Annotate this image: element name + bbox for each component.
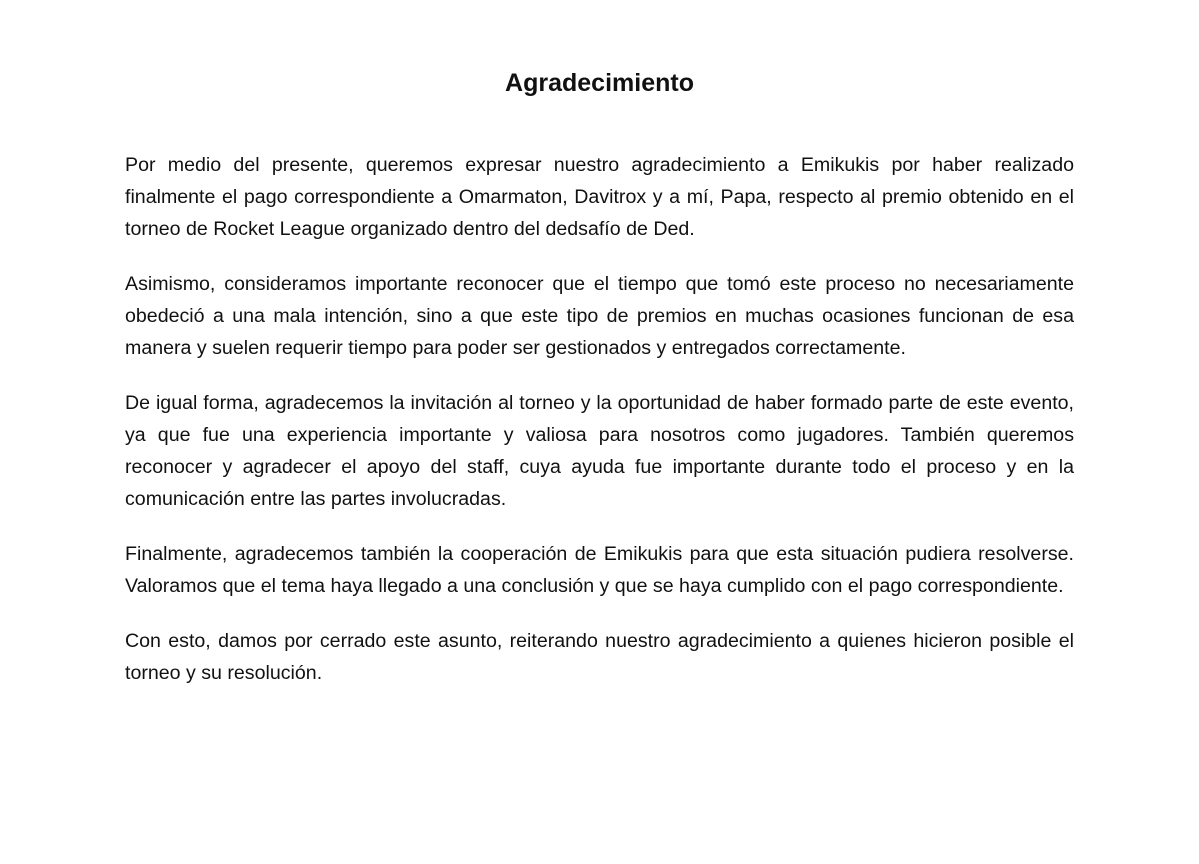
paragraph-delay-acknowledgment: Asimismo, consideramos importante reconocer que el tiempo que tomó este proceso no necesariamente obedeció a una mala intención, sino a que este tipo de premios en muchas ocasiones funcionan de esa manera y suelen requerir tiempo para poder ser gestionados y entregados correctamente. bbox=[125, 273, 1074, 359]
document-body bbox=[125, 149, 1074, 712]
paragraph-closing: Con esto, damos por cerrado este asunto, reiterando nuestro agradecimiento a quienes hicieron posible el torneo y su resolución. bbox=[125, 630, 1074, 684]
paragraph-cooperation-thanks: Finalmente, agradecemos también la cooperación de Emikukis para que esta situación pudiera resolverse. Valoramos que el tema haya llegado a una conclusión y que se haya cumplido con el pago correspondiente. bbox=[125, 543, 1074, 597]
document-title: Agradecimiento bbox=[505, 69, 694, 97]
paragraph-payment-thanks: Por medio del presente, queremos expresar nuestro agradecimiento a Emikukis por haber realizado finalmente el pago correspondiente a Omarmaton, Davitrox y a mí, Papa, respecto al premio obtenido en el torneo de Rocket League organizado dentro del dedsafío de Ded. bbox=[125, 154, 1074, 240]
paragraph-invitation-thanks: De igual forma, agradecemos la invitación al torneo y la oportunidad de haber formado parte de este evento, ya que fue una experiencia importante y valiosa para nosotros como jugadores. También queremos reconocer y agradecer el apoyo del staff, cuya ayuda fue importante durante todo el proceso y en la comunicación entre las partes involucradas. bbox=[125, 392, 1074, 510]
